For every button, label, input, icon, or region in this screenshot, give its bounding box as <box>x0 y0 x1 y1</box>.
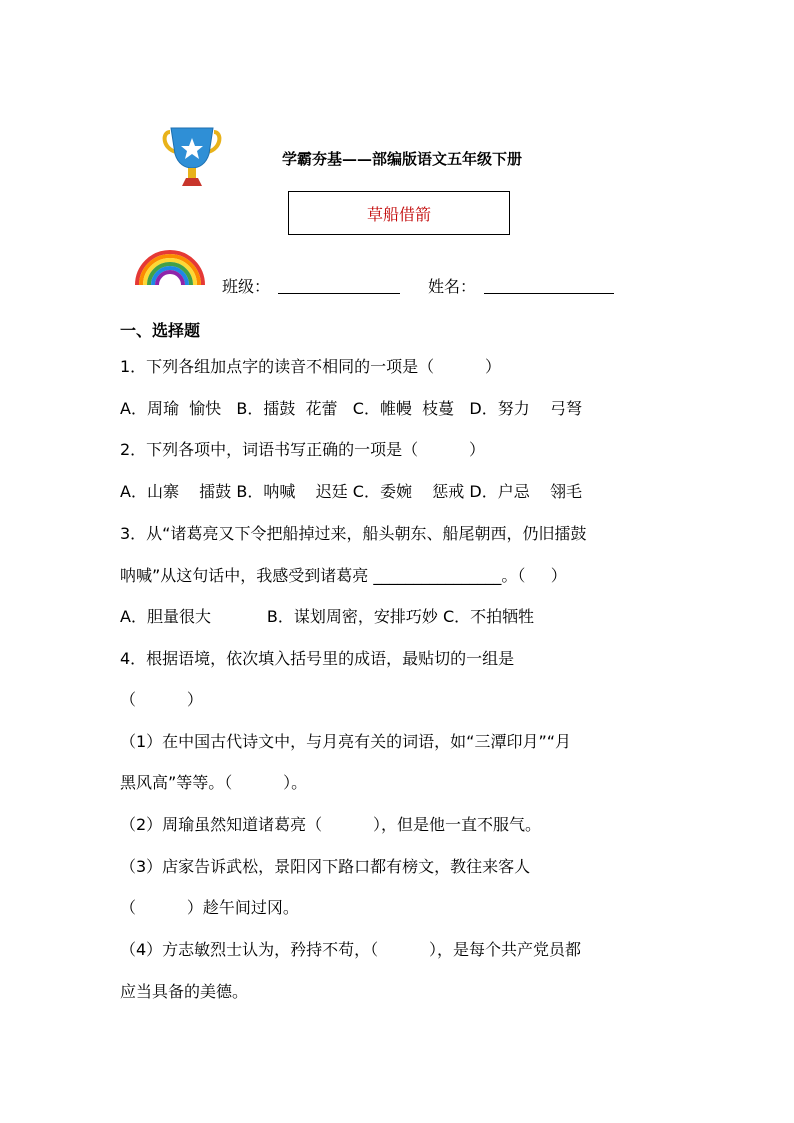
question-1-options: A．周瑜 愉快 B．擂鼓 花蕾 C．帷幔 枝蔓 D．努力 弓弩 <box>120 399 583 418</box>
question-2-options: A．山寨 擂鼓 B．呐喊 迟廷 C．委婉 惩戒 D．户忌 翎毛 <box>120 482 583 501</box>
question-3-options: A．胆量很大 B．谋划周密，安排巧妙 C．不拍牺牲 <box>120 607 535 626</box>
name-label: 姓名： <box>428 277 477 296</box>
question-4-blank: （ ） <box>120 690 203 709</box>
name-field[interactable] <box>484 275 614 294</box>
question-3: 3．从“诸葛亮又下令把船掉过来，船头朝东、船尾朝西，仍旧擂鼓 <box>120 524 587 543</box>
section-title: 一、选择题 <box>120 321 201 340</box>
question-3-cont: 呐喊”从这句话中，我感受到诸葛亮 ________________。（ ） <box>120 566 567 585</box>
page-title: 学霸夯基——部编版语文五年级下册 <box>282 150 523 168</box>
lesson-title-box <box>288 191 510 235</box>
question-1: 1．下列各组加点字的读音不相同的一项是（ ） <box>120 357 502 376</box>
question-4: 4．根据语境，依次填入括号里的成语，最贴切的一组是 <box>120 649 515 668</box>
question-4-item-4-cont: 应当具备的美德。 <box>120 982 249 1001</box>
question-4-item-3: （3）店家告诉武松，景阳冈下路口都有榜文，教往来客人 <box>120 857 531 876</box>
question-4-item-2: （2）周瑜虽然知道诸葛亮（ ），但是他一直不服气。 <box>120 815 542 834</box>
question-4-item-1-cont: 黑风高”等等。（ ）。 <box>120 773 308 792</box>
question-4-item-3-cont: （ ）趁午间过冈。 <box>120 898 299 917</box>
class-field[interactable] <box>278 275 400 294</box>
rainbow-icon <box>133 245 207 287</box>
question-4-item-4: （4）方志敏烈士认为，矜持不苟，（ ），是每个共产党员都 <box>120 940 582 959</box>
trophy-icon <box>162 126 222 190</box>
class-label: 班级： <box>222 277 271 296</box>
lesson-title: 草船借箭 <box>366 204 431 224</box>
question-2: 2．下列各项中，词语书写正确的一项是（ ） <box>120 440 486 459</box>
question-4-item-1: （1）在中国古代诗文中，与月亮有关的词语，如“三潭印月”“月 <box>120 732 572 751</box>
